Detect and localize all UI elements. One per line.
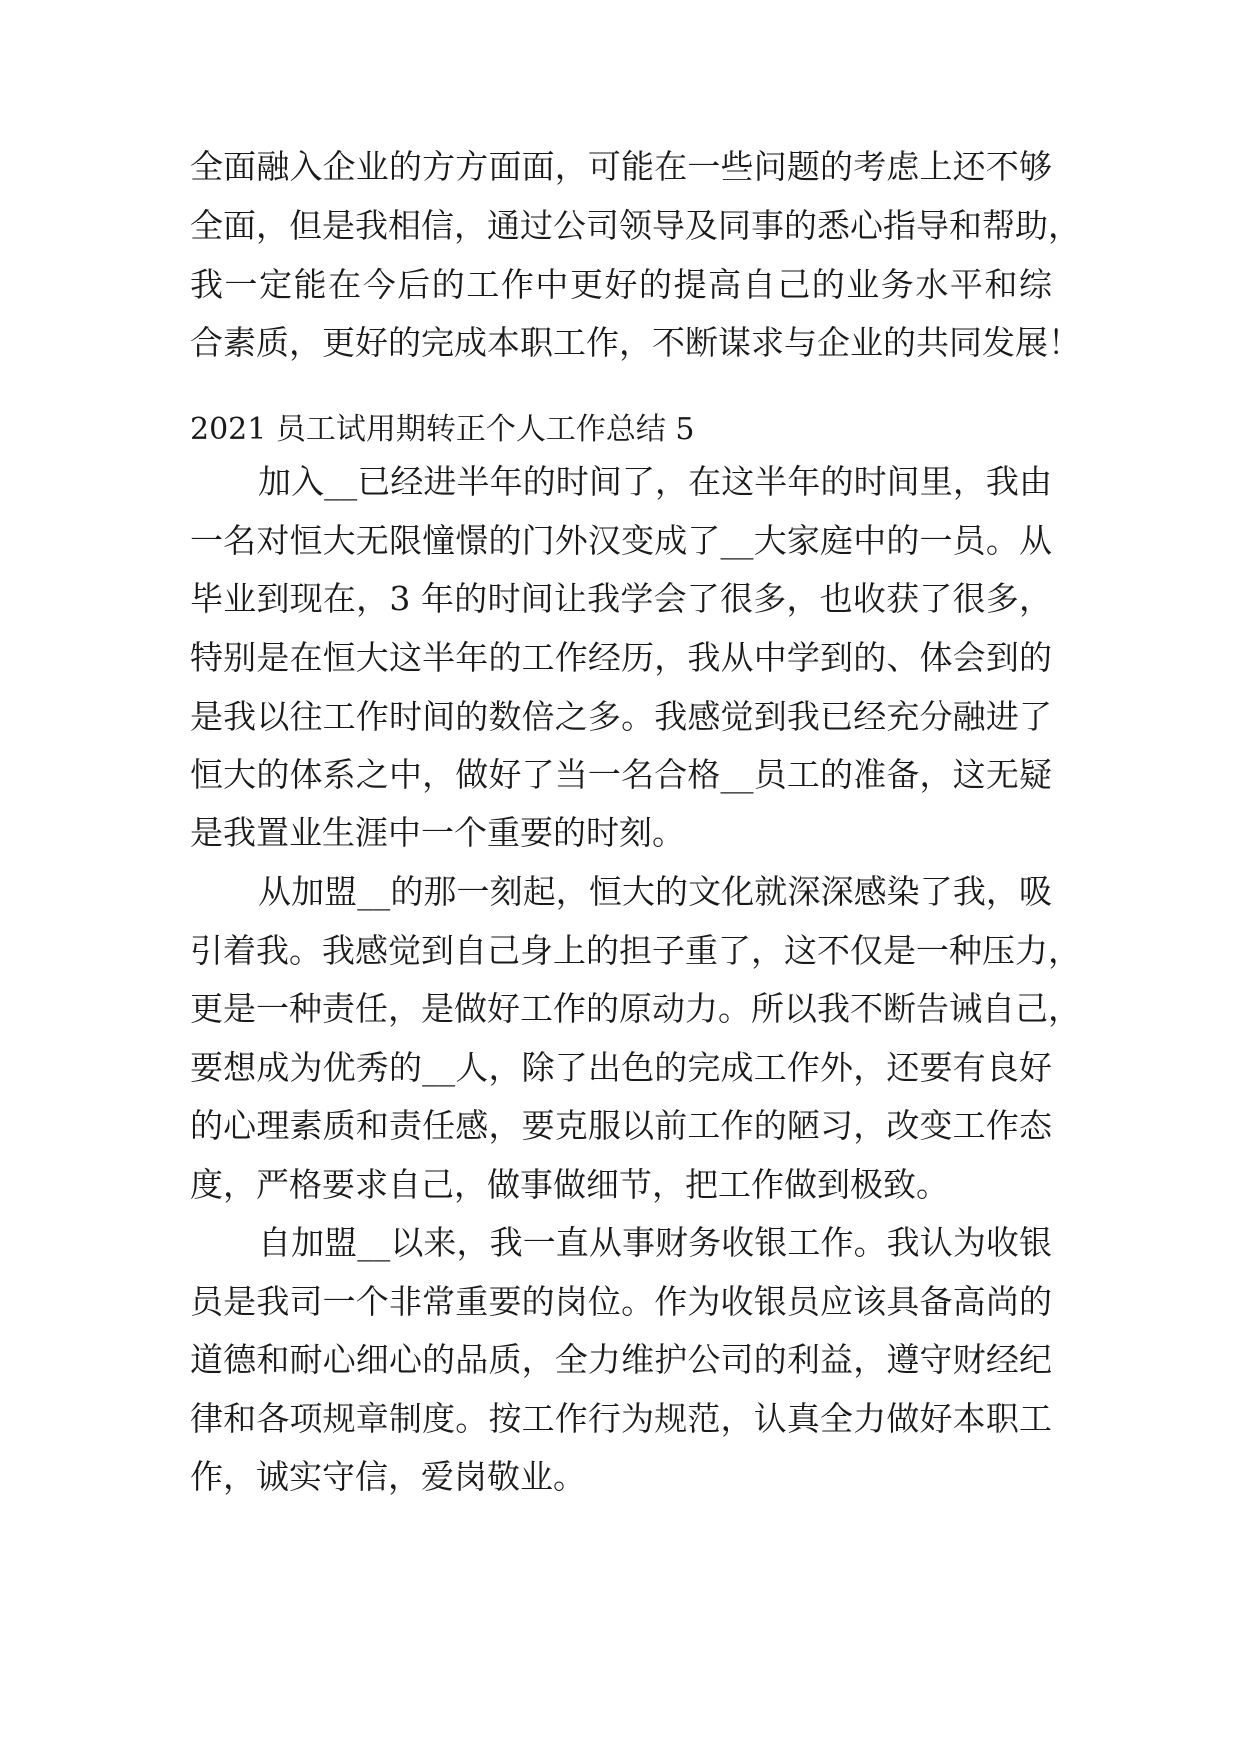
paragraph-line: 特别是在恒大这半年的工作经历，我从中学到的、体会到的 (190, 638, 1052, 677)
paragraph-line: 自加盟__以来，我一直从事财务收银工作。我认为收银 (258, 1223, 1052, 1262)
intro-line: 我一定能在今后的工作中更好的提高自己的业务水平和综 (190, 265, 1052, 304)
intro-line: 全面，但是我相信，通过公司领导及同事的悉心指导和帮助， (190, 206, 1081, 245)
paragraph-line: 作，诚实守信，爱岗敬业。 (190, 1457, 586, 1496)
paragraph-line: 加入__已经进半年的时间了，在这半年的时间里，我由 (258, 462, 1052, 501)
paragraph-line: 度，严格要求自己，做事做细节，把工作做到极致。 (190, 1165, 949, 1204)
paragraph-line: 毕业到现在，3 年的时间让我学会了很多，也收获了很多， (190, 579, 1052, 618)
paragraph-line: 一名对恒大无限憧憬的门外汉变成了__大家庭中的一员。从 (190, 521, 1052, 560)
paragraph-line: 要想成为优秀的__人，除了出色的完成工作外，还要有良好 (190, 1048, 1052, 1087)
section-title: 2021 员工试用期转正个人工作总结 5 (190, 412, 695, 447)
paragraph-line: 引着我。我感觉到自己身上的担子重了，这不仅是一种压力， (190, 931, 1081, 970)
paragraph-line: 恒大的体系之中，做好了当一名合格__员工的准备，这无疑 (190, 755, 1052, 794)
paragraph-line: 律和各项规章制度。按工作行为规范，认真全力做好本职工 (190, 1399, 1052, 1438)
paragraph-line: 道德和耐心细心的品质，全力维护公司的利益，遵守财经纪 (190, 1340, 1052, 1379)
paragraph-line: 从加盟__的那一刻起，恒大的文化就深深感染了我，吸 (258, 872, 1052, 911)
intro-line: 合素质，更好的完成本职工作，不断谋求与企业的共同发展！ (190, 323, 1081, 362)
paragraph-line: 更是一种责任，是做好工作的原动力。所以我不断告诫自己， (190, 989, 1081, 1028)
paragraph-line: 的心理素质和责任感，要克服以前工作的陋习，改变工作态 (190, 1106, 1052, 1145)
paragraph-line: 是我置业生涯中一个重要的时刻。 (190, 813, 685, 852)
intro-line: 全面融入企业的方方面面，可能在一些问题的考虑上还不够 (190, 147, 1052, 186)
paragraph-line: 是我以往工作时间的数倍之多。我感觉到我已经充分融进了 (190, 697, 1052, 736)
paragraph-line: 员是我司一个非常重要的岗位。作为收银员应该具备高尚的 (190, 1282, 1052, 1321)
